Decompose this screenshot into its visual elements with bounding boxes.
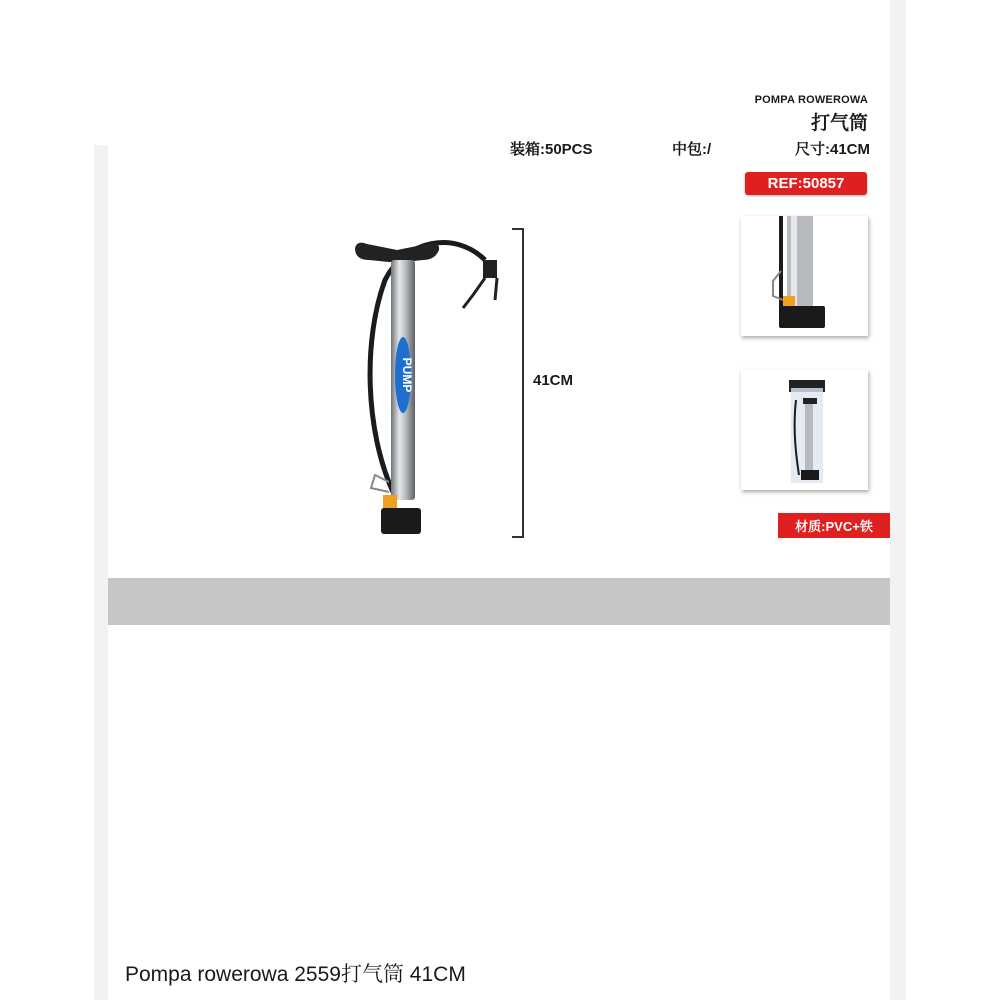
left-page-edge	[94, 145, 108, 1000]
spec-inner-pack: 中包:/	[672, 141, 712, 158]
pump-hose	[370, 243, 485, 492]
pump-product-image[interactable]	[345, 220, 515, 545]
pump-logo-text: PUMP	[400, 357, 414, 393]
pump-handle	[355, 243, 439, 262]
pump-base	[381, 508, 421, 534]
dimension-bar	[512, 228, 524, 538]
spec-size: 尺寸:41CM	[794, 141, 870, 158]
thumbnail-packaged-pump[interactable]	[741, 370, 868, 490]
dimension-label: 41CM	[533, 372, 574, 389]
thumbnail-pump-base[interactable]	[741, 216, 868, 336]
divider-band	[108, 578, 890, 625]
pump-orange-valve	[383, 495, 397, 509]
pump-valve-head	[483, 260, 497, 278]
ref-badge: REF:50857	[745, 172, 867, 195]
thumbnail-packaged-pump-image	[741, 370, 868, 490]
right-page-edge	[890, 0, 906, 1000]
pump-valve-tube	[463, 278, 497, 308]
product-caption[interactable]: Pompa rowerowa 2559打气筒 41CM	[125, 963, 466, 986]
thumbnail-pump-base-image	[741, 216, 868, 336]
product-title: 打气筒	[810, 113, 868, 134]
material-badge: 材质:PVC+铁	[778, 513, 890, 538]
spec-packing: 装箱:50PCS	[510, 141, 593, 158]
product-subtitle: POMPA ROWEROWA	[754, 94, 868, 106]
